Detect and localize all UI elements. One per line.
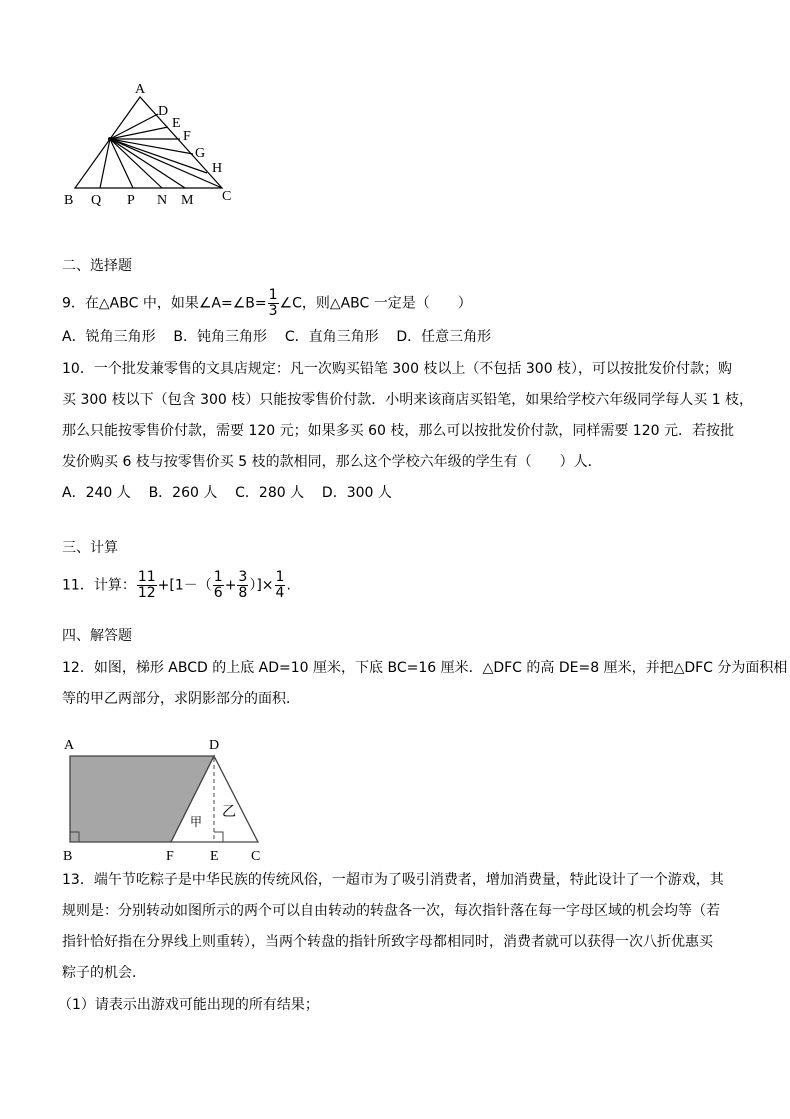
question-12-line: 12．如图，梯形 ABCD 的上底 AD=10 厘米，下底 BC=16 厘米．△DFC 的高 DE=8 厘米，并把△DFC 分为面积相 xyxy=(62,660,788,676)
label-A: A xyxy=(64,738,75,753)
fraction: $\frac{3}{8}$ xyxy=(238,569,248,601)
option: C．280 人 xyxy=(235,485,305,501)
fraction: $\frac{1}{3}$ xyxy=(268,287,278,319)
option: B．钝角三角形 xyxy=(173,329,267,345)
label-F: F xyxy=(183,129,191,144)
question-12-line: 等的甲乙两部分，求阴影部分的面积． xyxy=(62,691,300,707)
option: A．锐角三角形 xyxy=(62,329,156,345)
option: D．任意三角形 xyxy=(396,329,492,345)
label-F: F xyxy=(166,849,174,864)
label-A: A xyxy=(135,82,146,97)
option: C．直角三角形 xyxy=(284,329,379,345)
question-13-line: 粽子的机会． xyxy=(62,965,146,981)
section-title: 三、计算 xyxy=(62,540,118,556)
label-B: B xyxy=(63,849,73,864)
label-C: C xyxy=(222,189,232,204)
fraction: $\frac{1}{6}$ xyxy=(213,569,223,601)
label-D: D xyxy=(209,738,220,753)
fraction: $\frac{11}{12}$ xyxy=(137,569,156,601)
section-title: 二、选择题 xyxy=(62,258,132,274)
question-9: 9．在△ABC 中，如果∠A=∠B= $\frac{1}{3}$ ∠C，则△ABC 一定是（ ） xyxy=(62,287,472,319)
label-M: M xyxy=(181,193,194,208)
option: D．300 人 xyxy=(321,485,392,501)
label-C: C xyxy=(251,849,261,864)
fraction: $\frac{1}{4}$ xyxy=(275,569,285,601)
label-yi: 乙 xyxy=(222,804,236,820)
section-title: 四、解答题 xyxy=(62,628,132,644)
label-P: P xyxy=(127,193,135,208)
label-E: E xyxy=(172,116,181,131)
question-10-line: 那么只能按零售价付款，需要 120 元；如果多买 60 枝，那么可以按批发价付款，同样需要 120 元．若按批 xyxy=(62,423,734,439)
question-13-line: 13．端午节吃粽子是中华民族的传统风俗，一超市为了吸引消费者，增加消费量，特此设计了一个游戏，其 xyxy=(62,872,724,888)
label-G: G xyxy=(195,146,206,161)
question-10-line: 买 300 枝以下（包含 300 枝）只能按零售价付款．小明来该商店买铅笔，如果给学校六年级同学每人买 1 枝， xyxy=(62,392,754,408)
label-N: N xyxy=(157,193,168,208)
question-11: 11．计算： $\frac{11}{12}$ +[1－（ $\frac{1}{6}$ + $\frac{3}{8}$ ）]× $\frac{1}{4}$ . xyxy=(62,569,291,601)
label-D: D xyxy=(158,104,169,119)
option: A．240 人 xyxy=(62,485,131,501)
label-jia: 甲 xyxy=(190,815,203,829)
label-Q: Q xyxy=(91,193,102,208)
question-10-line: 10．一个批发兼零售的文具店规定：凡一次购买铅笔 300 枝以上（不包括 300 枝），可以按批发价付款；购 xyxy=(62,361,733,377)
label-H: H xyxy=(212,161,223,176)
question-9-options xyxy=(62,327,491,347)
question-13-sub1: （1）请表示出游戏可能出现的所有结果； xyxy=(58,997,319,1013)
trapezoid-figure xyxy=(70,756,258,842)
question-10-options xyxy=(62,483,392,503)
question-13-line: 规则是：分别转动如图所示的两个可以自由转动的转盘各一次，每次指针落在每一字母区域的机会均等（若 xyxy=(62,903,720,919)
option: B．260 人 xyxy=(148,485,218,501)
question-13-line: 指针恰好指在分界线上则重转），当两个转盘的指针所致字母都相同时，消费者就可以获得一次八折优惠买 xyxy=(62,934,713,950)
label-E: E xyxy=(210,849,219,864)
label-B: B xyxy=(64,193,74,208)
question-10-line: 发价购买 6 枝与按零售价买 5 枝的款相同，那么这个学校六年级的学生有（ ）人． xyxy=(62,454,602,470)
